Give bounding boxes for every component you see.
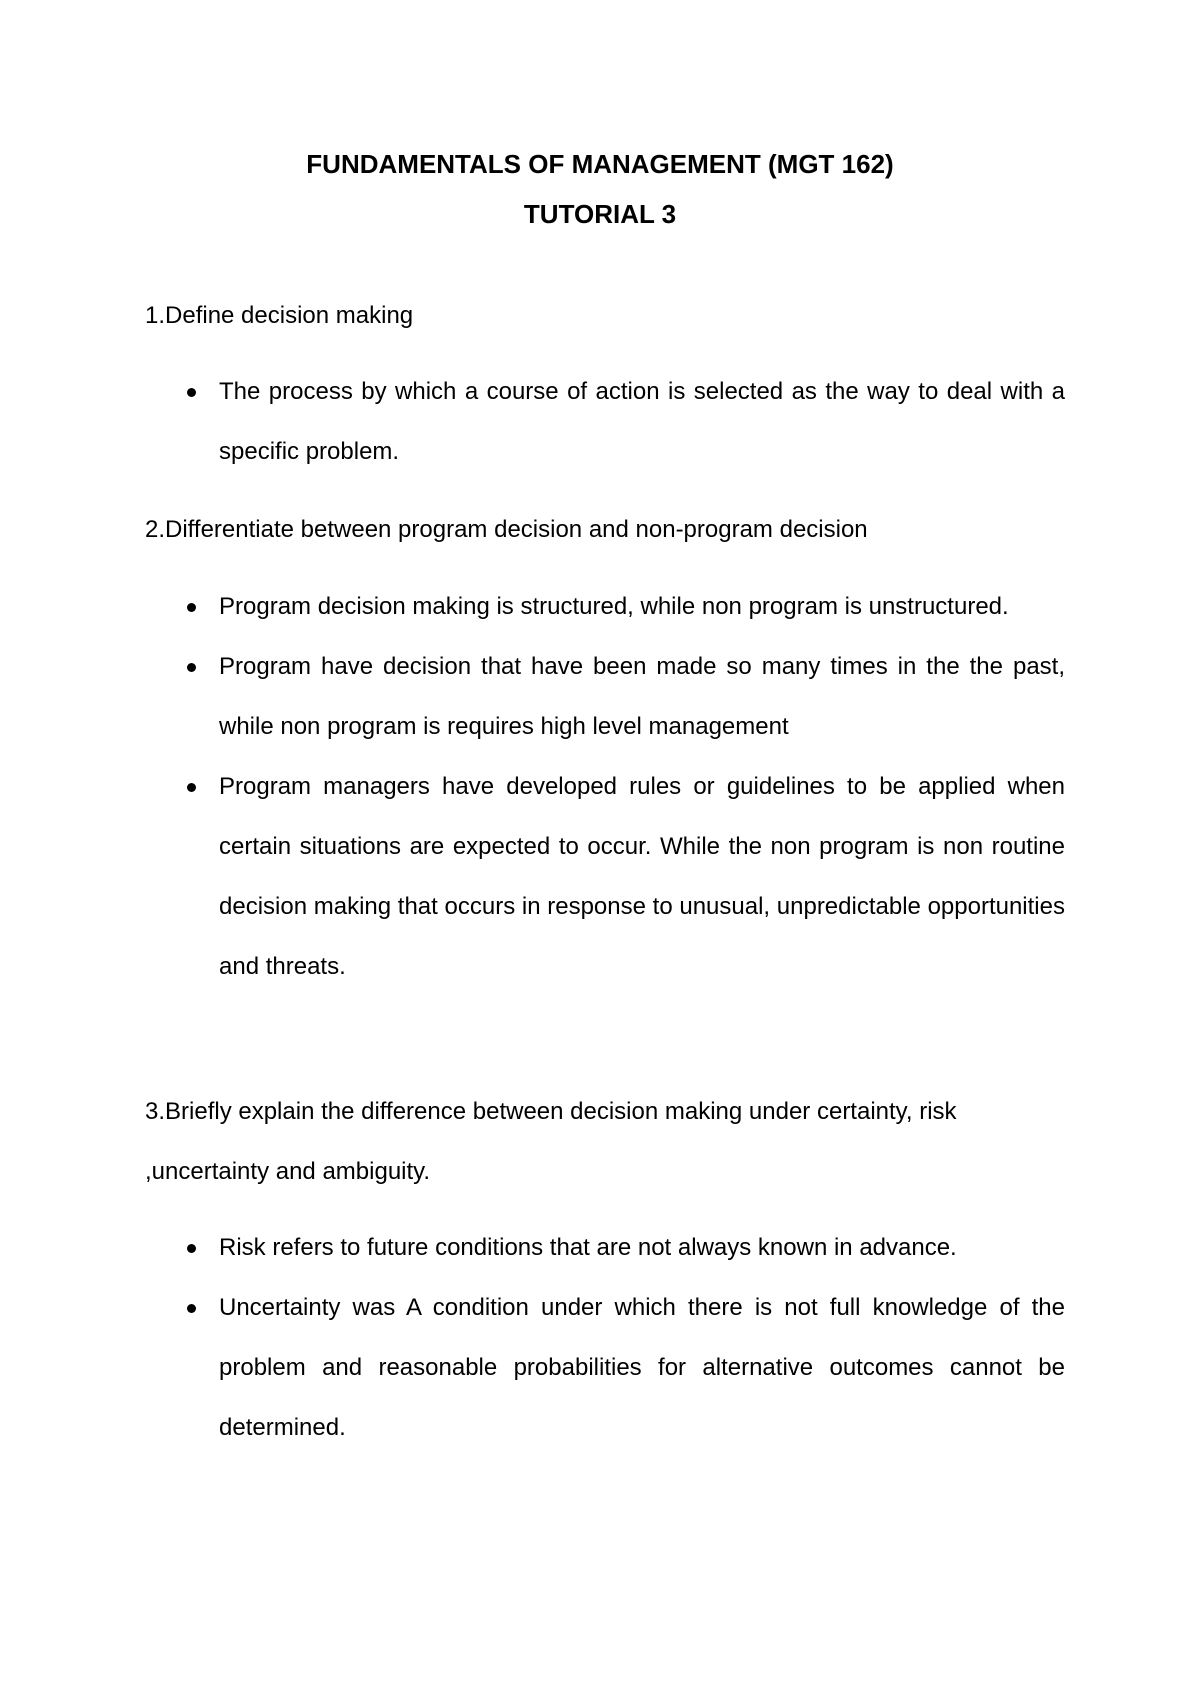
- answer-text: Risk refers to future conditions that are not always known in advance.: [219, 1234, 957, 1261]
- question-1: 1.Define decision making: [145, 302, 414, 329]
- document-subtitle: TUTORIAL 3: [523, 199, 677, 229]
- answer-list-2: [145, 577, 1065, 997]
- bullet-icon: [187, 1244, 196, 1253]
- answer-text: Program managers have developed rules or guidelines to be applied when certain situations are expected to occur. While the non program is non routine decision making that occurs in response to unusual, unpredictable opportunities and threats.: [219, 773, 1065, 980]
- answer-text: The process by which a course of action is selected as the way to deal with a specific problem.: [219, 378, 1065, 465]
- document-title: FUNDAMENTALS OF MANAGEMENT (MGT 162): [306, 149, 894, 179]
- bullet-icon: [187, 1304, 196, 1313]
- question-2: 2.Differentiate between program decision and non-program decision: [145, 516, 868, 543]
- list-item: [145, 1218, 1065, 1278]
- bullet-icon: [187, 603, 196, 612]
- bullet-icon: [187, 783, 196, 792]
- answer-text: Program have decision that have been made so many times in the the past, while non program is requires high level management: [219, 653, 1065, 740]
- bullet-icon: [187, 663, 196, 672]
- list-item: [145, 1278, 1065, 1458]
- question-3: 3.Briefly explain the difference between decision making under certainty, risk ,uncertainty and ambiguity.: [145, 1098, 957, 1185]
- answer-text: Uncertainty was A condition under which there is not full knowledge of the problem and reasonable probabilities for alternative outcomes cannot be determined.: [219, 1294, 1065, 1441]
- list-item: [145, 757, 1065, 997]
- answer-list-3: [145, 1218, 1065, 1458]
- list-item: [145, 577, 1065, 637]
- answer-text: Program decision making is structured, while non program is unstructured.: [219, 593, 1009, 620]
- answer-list-1: [145, 362, 1065, 482]
- list-item: [145, 362, 1065, 482]
- bullet-icon: [187, 388, 196, 397]
- list-item: [145, 637, 1065, 757]
